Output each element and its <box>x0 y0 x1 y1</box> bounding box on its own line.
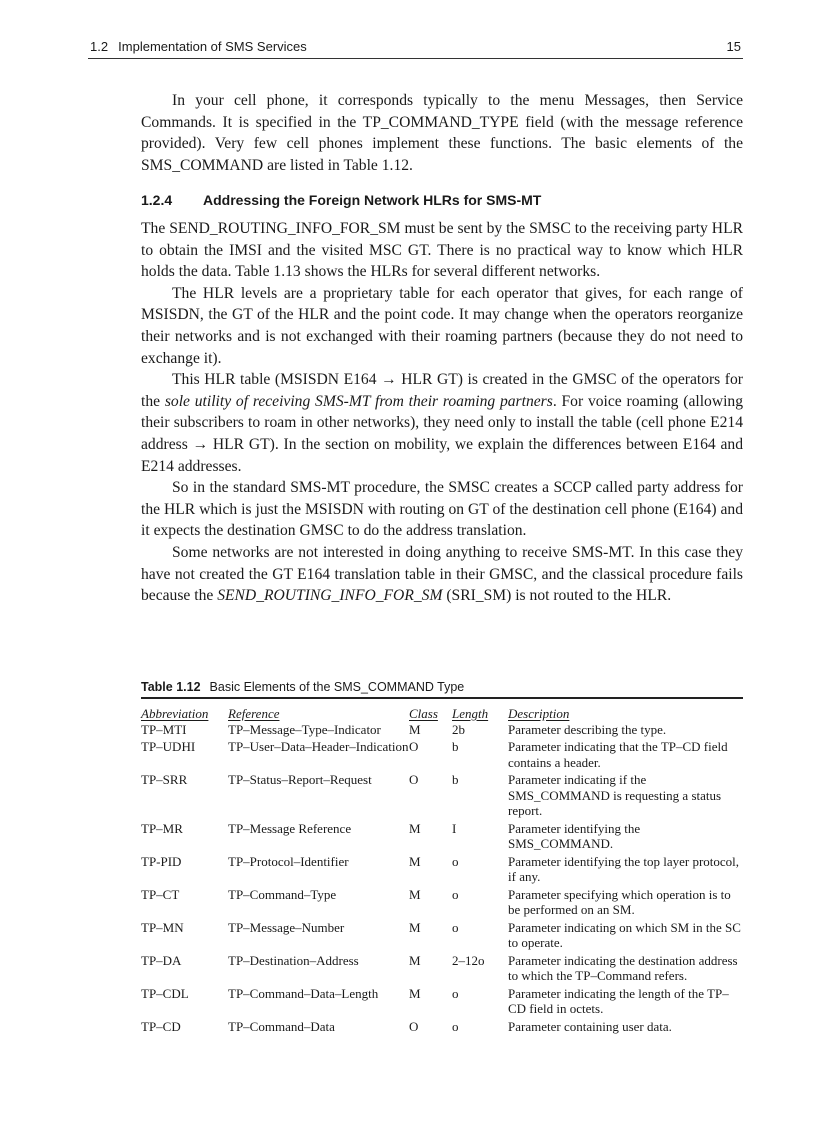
emphasis: sole utility of receiving SMS-MT from their roaming partners <box>164 392 553 410</box>
cell-reference: TP–Message Reference <box>228 820 352 836</box>
cell-abbreviation: TP–CD <box>141 1018 181 1034</box>
subsection-heading <box>141 192 743 208</box>
cell-class: M <box>409 919 421 935</box>
table-row <box>141 887 743 920</box>
cell-reference: TP–Destination–Address <box>228 952 359 968</box>
cell-abbreviation: TP-PID <box>141 853 182 869</box>
cell-abbreviation: TP–DA <box>141 952 182 968</box>
cell-reference: TP–Status–Report–Request <box>228 772 372 787</box>
sms-command-table <box>141 706 743 1036</box>
text-run: (SRI_SM) is not routed to the HLR. <box>442 587 672 605</box>
cell-description: Parameter describing the type. <box>508 721 667 737</box>
cell-description: Parameter indicating if the SMS_COMMAND is requesting a status report. <box>508 772 722 818</box>
cell-length: o <box>452 1018 459 1034</box>
table-row <box>141 986 743 1019</box>
cell-class: O <box>409 739 419 754</box>
column-header-reference: Reference <box>228 706 280 721</box>
cell-length: o <box>452 985 459 1001</box>
table-caption <box>141 680 743 699</box>
cell-class: M <box>409 952 421 968</box>
cell-reference: TP–Command–Data–Length <box>228 985 379 1001</box>
table-row <box>141 1019 743 1037</box>
table-row <box>141 722 743 740</box>
table-1-12 <box>141 680 743 1036</box>
cell-abbreviation: TP–CT <box>141 886 180 902</box>
cell-description: Parameter indicating the length of the TP–CD field in octets. <box>508 985 729 1016</box>
table-row <box>141 821 743 854</box>
cell-length: b <box>452 772 459 787</box>
cell-description: Parameter identifying the SMS_COMMAND. <box>508 820 641 851</box>
intro-text <box>141 90 743 176</box>
table-row <box>141 739 743 772</box>
section-body <box>141 218 743 607</box>
cell-description: Parameter containing user data. <box>508 1018 672 1034</box>
emphasis: SEND_ROUTING_INFO_FOR_SM <box>217 587 443 605</box>
cell-reference: TP–Message–Number <box>228 919 345 935</box>
cell-reference: TP–User–Data–Header–Indication <box>228 739 409 754</box>
table-row <box>141 854 743 887</box>
text-run: This HLR table (MSISDN E164 → HLR GT) is created in the GMSC of the operators for the <box>141 371 743 410</box>
column-header-class: Class <box>409 706 438 721</box>
cell-class: O <box>409 1018 419 1034</box>
cell-abbreviation: TP–UDHI <box>141 739 196 754</box>
cell-reference: TP–Message–Type–Indicator <box>228 721 381 737</box>
cell-abbreviation: TP–MN <box>141 919 184 935</box>
cell-description: Parameter specifying which operation is to be performed on an SM. <box>508 886 731 917</box>
cell-abbreviation: TP–SRR <box>141 772 188 787</box>
table-caption-text: Basic Elements of the SMS_COMMAND Type <box>209 680 465 694</box>
cell-class: O <box>409 772 419 787</box>
paragraph: In your cell phone, it corresponds typically to the menu Messages, then Service Commands. It is specified in the TP_COMMAND_TYPE field (with the message reference provided). Very few cell phones implement these functions. The basic elements of the SMS_COMMAND are listed in Table 1.12. <box>141 92 743 174</box>
text-run: Some networks are not interested in doing anything to receive SMS-MT. In this case they have not created the GT E164 translation table in their GMSC, and the classical procedure fails because the <box>141 543 743 605</box>
cell-length: o <box>452 853 459 869</box>
table-row <box>141 772 743 821</box>
running-header <box>88 38 743 59</box>
paragraph <box>141 542 743 607</box>
column-header-description: Description <box>508 706 570 721</box>
cell-length: I <box>452 820 457 836</box>
cell-reference: TP–Command–Data <box>228 1018 335 1034</box>
cell-length: o <box>452 886 459 902</box>
paragraph: So in the standard SMS-MT procedure, the SMSC creates a SCCP called party address for the HLR which is just the MSISDN with routing on GT of the destination cell phone (E164) and it expects the destination GMSC to do the address translation. <box>141 479 743 540</box>
header-section-title: 1.2 Implementation of SMS Services <box>90 39 307 54</box>
cell-class: M <box>409 820 421 836</box>
cell-description: Parameter indicating the destination address to which the TP–Command refers. <box>508 952 738 983</box>
text-run: . For voice roaming (allowing their subscribers to roam in other networks), they need only to install the table (cell phone E214 address → HLR GT). In the section on mobility, we explain the differences between E164 and E214 addresses. <box>141 392 744 475</box>
cell-abbreviation: TP–MR <box>141 820 183 836</box>
cell-description: Parameter indicating on which SM in the SC to operate. <box>508 919 741 950</box>
paragraph: The HLR levels are a proprietary table for each operator that gives, for each range of MSISDN, the GT of the HLR and the point code. It may change when the operators reorganize their networks and is not exchanged with their roaming partners (because they do not need to exchange it). <box>141 284 743 367</box>
cell-description: Parameter indicating that the TP–CD field contains a header. <box>508 739 728 770</box>
cell-abbreviation: TP–MTI <box>141 721 187 737</box>
cell-reference: TP–Command–Type <box>228 886 337 902</box>
cell-length: 2–12o <box>452 952 485 968</box>
page-number: 15 <box>726 39 741 54</box>
column-header-length: Length <box>452 706 489 721</box>
column-header-abbreviation: Abbreviation <box>141 706 209 721</box>
cell-length: b <box>452 739 459 754</box>
paragraph <box>141 369 743 477</box>
cell-abbreviation: TP–CDL <box>141 985 189 1001</box>
table-label: Table 1.12 <box>141 680 201 694</box>
cell-class: M <box>409 886 421 902</box>
subsection-title: Addressing the Foreign Network HLRs for SMS-MT <box>203 192 542 208</box>
cell-length: o <box>452 919 459 935</box>
table-row <box>141 953 743 986</box>
paragraph: The SEND_ROUTING_INFO_FOR_SM must be sent by the SMSC to the receiving party HLR to obtain the IMSI and the visited MSC GT. There is no practical way to know which HLR holds the data. Table 1.13 shows the HLRs for several different networks. <box>141 220 743 281</box>
table-row <box>141 920 743 953</box>
table-header-row <box>141 706 743 722</box>
cell-reference: TP–Protocol–Identifier <box>228 853 349 869</box>
subsection-number: 1.2.4 <box>141 192 173 208</box>
cell-length: 2b <box>452 721 465 737</box>
cell-class: M <box>409 853 421 869</box>
cell-class: M <box>409 985 421 1001</box>
cell-class: M <box>409 721 421 737</box>
cell-description: Parameter identifying the top layer protocol, if any. <box>508 853 740 884</box>
